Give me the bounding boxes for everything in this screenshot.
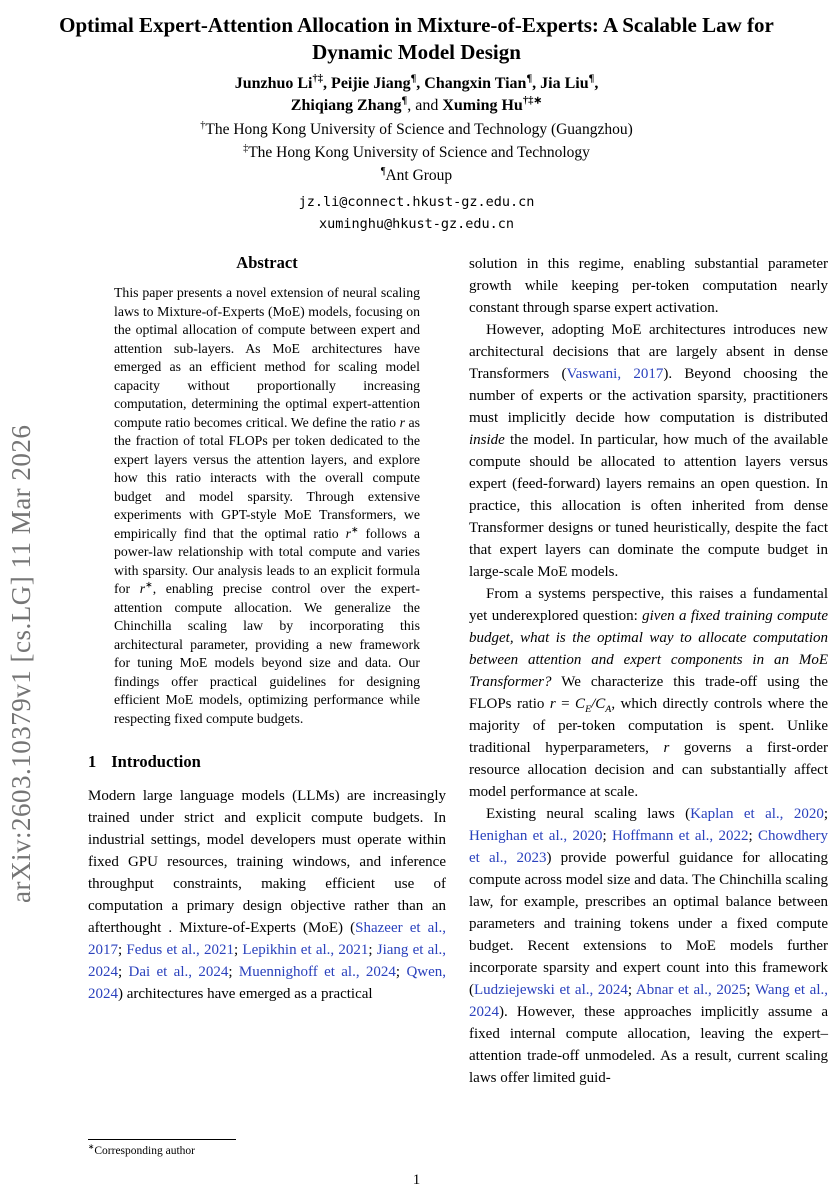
text-segment: follows a power-law relationship with total compute and varies with sparsity. Our analysis leads to an explicit formula for [114,525,420,596]
affiliation-line-1 [0,118,833,141]
text-segment: solution in this regime, enabling substantial parameter growth while keeping per-token computation nearly constant through sparse expert activation. [469,256,828,316]
citation-link[interactable]: Wang et al., 2024 [469,982,829,1020]
section-heading-introduction [88,752,446,772]
text-segment: Corresponding author [94,1145,195,1157]
text-segment: ). However, these approaches implicitly assume a fixed internal compute allocation, leaving the expert–attention trade-off unmodeled. As a result, current scaling laws offer limited guid- [469,1004,828,1086]
email-address-1: jz.li@connect.hkust-gz.edu.cn [298,194,535,210]
text-segment: , and [407,96,443,114]
affiliation-line-2 [0,141,833,164]
text-segment: ; [823,806,829,822]
body-paragraph-2 [469,319,828,583]
text-segment: ¶ [588,73,595,85]
affiliation-block [0,118,833,187]
text-segment: However, adopting MoE architectures introduces new architectural decisions that are largely absent in dense Transformers ( [469,322,828,382]
text-segment: Existing neural scaling laws ( [486,806,691,822]
text-segment: governs a first-order resource allocation decision and can substantially affect model performance at scale. [469,740,828,800]
text-segment: ; [746,982,755,998]
text-segment: Xuming Hu [442,96,523,114]
text-segment: ¶ [380,165,386,177]
abstract-heading: Abstract [236,253,298,272]
citation-link[interactable]: Fedus et al., 2021 [126,942,235,958]
author-line-1 [0,73,833,95]
body-paragraph-3 [469,583,828,803]
text-segment: , [416,75,425,92]
math-inline: r [399,414,405,430]
text-segment: ¶ [526,73,533,85]
affiliation-line-3 [0,164,833,187]
text-segment: ∗ [88,1142,95,1152]
text-segment: Changxin Tian [424,75,527,92]
citation-link[interactable]: Qwen, 2024 [88,964,447,1002]
author-block [0,73,833,116]
math-inline: r [345,525,351,541]
text-segment: given a fixed training compute budget, what is the optimal way to allocate computation between attention and expert components in an MoE Transformer? [469,608,828,690]
text-segment: ; [228,964,239,980]
text-segment: ; [395,964,407,980]
math-inline: r [663,740,670,756]
citation-link[interactable]: Lepikhin et al., 2021 [242,942,369,958]
citation-link[interactable]: Ludziejewski et al., 2024 [474,982,628,998]
footnote-text [88,1144,446,1159]
text-segment: The Hong Kong University of Science and Technology [248,144,590,161]
text-segment: ‡ [243,142,249,154]
email-address-2: xuminghu@hkust-gz.edu.cn [318,216,515,232]
text-segment: ; [627,982,636,998]
text-segment: ¶ [401,95,408,107]
page-number: 1 [412,1172,421,1188]
text-segment: ∗ [145,579,153,590]
text-segment: , [594,75,599,92]
text-segment: ; [118,942,127,958]
text-segment: This paper presents a novel extension of neural scaling laws to Mixture-of-Experts (MoE) models, focusing on the optimal allocation of compute between expert and attention sub-layers. As MoE architectures have emerged as an efficient method for scaling model capacity without proportionally increasing computation, determining the optimal expert-attention compute ratio becomes critical. We define the ratio [114,285,420,430]
left-column [88,253,446,1089]
text-segment: From a systems perspective, this raises a fundamental yet underexplored question: [469,586,828,624]
section-title: Introduction [111,752,201,771]
text-segment: Ant Group [385,167,453,184]
citation-link[interactable]: Abnar et al., 2025 [635,982,747,998]
math-inline: C [595,696,606,712]
text-segment: , enabling precise control over the expert-attention compute allocation. We generalize the Chinchilla scaling law by incorporating this architectural parameter, providing a new framework for tuning MoE models beyond size and data. Our findings offer practical guidelines for designing efficient MoE models, optimizing performance while respecting fixed compute budgets. [114,581,420,726]
citation-link[interactable]: Henighan et al., 2020 [469,828,603,844]
text-segment: ∗ [350,523,359,534]
citation-link[interactable]: Kaplan et al., 2020 [690,806,824,822]
text-segment: We characterize this trade-off using the FLOPs ratio [469,674,828,712]
text-segment: the model. In particular, how much of the available compute should be allocated to attention layers versus expert (feed-forward) layers remains an open question. In practice, this allocation is often inherited from dense Transformer designs or tuned heuristically, despite the fact that expert layers can dominate the compute budget in large-scale MoE models. [469,432,828,580]
footnote-rule [88,1139,236,1140]
right-column [469,253,828,1089]
text-segment: ; [748,828,758,844]
citation-link[interactable]: Shazeer et al., 2017 [88,920,446,958]
citation-link[interactable]: Chowdhery et al., 2023 [469,828,828,866]
text-segment: ). Beyond choosing the number of experts or the activation sparsity, practitioners must implicitly decide how computation is distributed [469,366,828,426]
math-inline: r [139,581,146,596]
text-segment: , [323,75,332,92]
text-segment: Modern large language models (LLMs) are increasingly trained under strict and explicit compute budgets. In industrial settings, model developers must operate within fixed GPU resources, training windows, and inference throughput constraints, making efficient use of computation a primary design objective rather than an afterthought . Mixture-of-Experts (MoE) ( [88,788,446,936]
text-segment: Peijie Jiang [331,75,411,92]
citation-link[interactable]: Jiang et al., 2024 [88,942,447,980]
text-segment: inside [469,432,505,448]
text-segment: ; [118,964,129,980]
body-paragraph-1 [469,253,828,319]
text-segment: Junzhuo Li [234,75,313,92]
text-segment: The Hong Kong University of Science and Technology (Guangzhou) [205,121,633,138]
math-inline: / [591,696,596,712]
math-inline: E [585,704,592,715]
math-inline: C [575,696,586,712]
text-segment: ) provide powerful guidance for allocating compute across model size and data. The Chinchilla scaling law, for example, prescribes an optimal balance between parameters and training tokens under a fixed compute budget. Recent extensions to MoE models further incorporate sparsity and expert count into this framework ( [469,850,828,998]
text-segment: †‡ [312,73,324,85]
email-block [0,191,833,235]
citation-link[interactable]: Hoffmann et al., 2022 [611,828,749,844]
text-segment: ) architectures have emerged as a practical [118,986,373,1002]
author-line-2 [0,95,833,117]
math-inline: A [605,704,612,715]
text-segment: †‡∗ [522,95,543,107]
text-segment: Jia Liu [540,75,589,92]
text-segment: ¶ [410,73,417,85]
citation-link[interactable]: Muennighoff et al., 2024 [238,964,396,980]
abstract-paragraph [88,284,446,728]
text-segment: ; [368,942,377,958]
section-number: 1 [88,752,97,771]
text-segment: † [200,119,206,131]
text-segment: , which directly controls where the majority of per-token computation is spent. Unlike traditional hyperparameters, [469,696,829,756]
text-segment: ; [602,828,612,844]
arxiv-watermark: arXiv:2603.10379v1 [cs.LG] 11 Mar 2026 [6,424,36,903]
paper-title: Optimal Expert-Attention Allocation in Mixture-of-Experts: A Scalable Law for Dynamic Model Design [59,13,774,64]
text-segment: Zhiqiang Zhang [290,96,402,114]
footnote [88,1139,446,1159]
body-paragraph-4 [469,803,828,1089]
math-inline: r [549,696,556,712]
text-segment: ; [234,942,243,958]
citation-link[interactable]: Dai et al., 2024 [128,964,229,980]
citation-link[interactable]: Vaswani, 2017 [566,366,664,382]
text-segment: as the fraction of total FLOPs per token dedicated to the expert layers versus the attention layers, and explore how this ratio interacts with the overall compute budget and model sparsity. Through extensive experiments with GPT-style MoE Transformers, we empirically find that the optimal ratio [114,414,420,541]
text-segment: , [532,75,541,92]
two-column-body [0,253,833,1089]
intro-paragraph [88,785,446,1005]
text-segment: = [555,696,576,712]
